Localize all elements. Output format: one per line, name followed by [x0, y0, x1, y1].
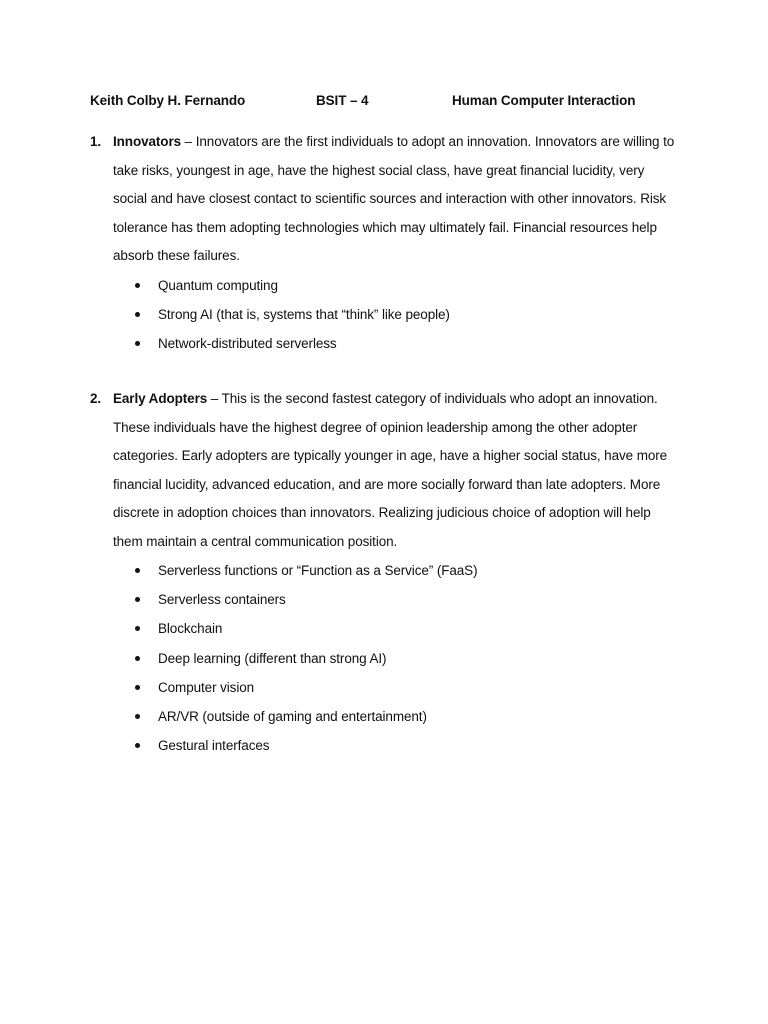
- bullet-icon: [135, 685, 140, 690]
- course-label: BSIT – 4: [316, 93, 369, 108]
- bullet-icon: [135, 341, 140, 346]
- early-adopters-list: [134, 556, 690, 760]
- list-item-label: Strong AI (that is, systems that “think” like people): [158, 306, 450, 322]
- list-item-label: AR/VR (outside of gaming and entertainment): [158, 709, 427, 725]
- list-item: [134, 300, 690, 329]
- bullet-icon: [135, 597, 140, 602]
- author-name: Keith Colby H. Fernando: [90, 93, 246, 108]
- list-item: [134, 271, 690, 300]
- section-term: Early Adopters: [113, 391, 208, 406]
- bullet-icon: [135, 626, 140, 631]
- list-item: [134, 329, 690, 358]
- list-item: [134, 731, 690, 760]
- list-item-label: Gestural interfaces: [158, 738, 270, 754]
- list-item-label: Serverless containers: [158, 592, 286, 608]
- section-paragraph: [113, 128, 678, 271]
- section-text: This is the second fastest category of individuals who adopt an innovation. These individuals have the highest degree of opinion leadership among the other adopter categories. Early adopters are typically younger in age, have a higher social status, have more financial lucidity, advanced education, and are more socially forward than late adopters. More discrete in adoption choices than innovators. Realizing judicious choice of adoption will help them maintain a central communication position.: [113, 391, 668, 549]
- bullet-icon: [135, 312, 140, 317]
- document-header: [90, 93, 690, 113]
- list-item-label: Blockchain: [158, 621, 223, 637]
- section-paragraph: [113, 385, 678, 556]
- innovators-list: [134, 271, 690, 359]
- bullet-icon: [135, 283, 140, 288]
- list-item: [134, 644, 690, 673]
- list-item-label: Network-distributed serverless: [158, 335, 337, 351]
- list-item: [134, 673, 690, 702]
- bullet-icon: [135, 714, 140, 719]
- subject-title: Human Computer Interaction: [452, 93, 636, 108]
- bullet-icon: [135, 568, 140, 573]
- list-item-label: Serverless functions or “Function as a Service” (FaaS): [158, 563, 478, 578]
- list-item-label: Computer vision: [158, 679, 255, 695]
- list-item: [134, 585, 690, 614]
- list-item-label: Quantum computing: [158, 277, 278, 293]
- section-term: Innovators: [113, 134, 182, 149]
- term-dash: –: [207, 391, 222, 406]
- section-number: 2.: [90, 391, 102, 406]
- list-item: [134, 614, 690, 643]
- list-item-label: Deep learning (different than strong AI): [158, 650, 387, 666]
- list-item: [134, 702, 690, 731]
- section-early-adopters: [90, 385, 690, 760]
- bullet-icon: [135, 743, 140, 748]
- bullet-icon: [135, 656, 140, 661]
- section-number: 1.: [90, 134, 102, 149]
- list-item: [134, 556, 690, 585]
- section-innovators: [90, 128, 690, 358]
- term-dash: –: [181, 134, 196, 149]
- section-text: Innovators are the first individuals to adopt an innovation. Innovators are willing to take risks, youngest in age, have the highest social class, have great financial lucidity, very social and have closest contact to scientific sources and interaction with other innovators. Risk tolerance has them adopting technologies which may ultimately fail. Financial resources help absorb these failures.: [113, 134, 675, 263]
